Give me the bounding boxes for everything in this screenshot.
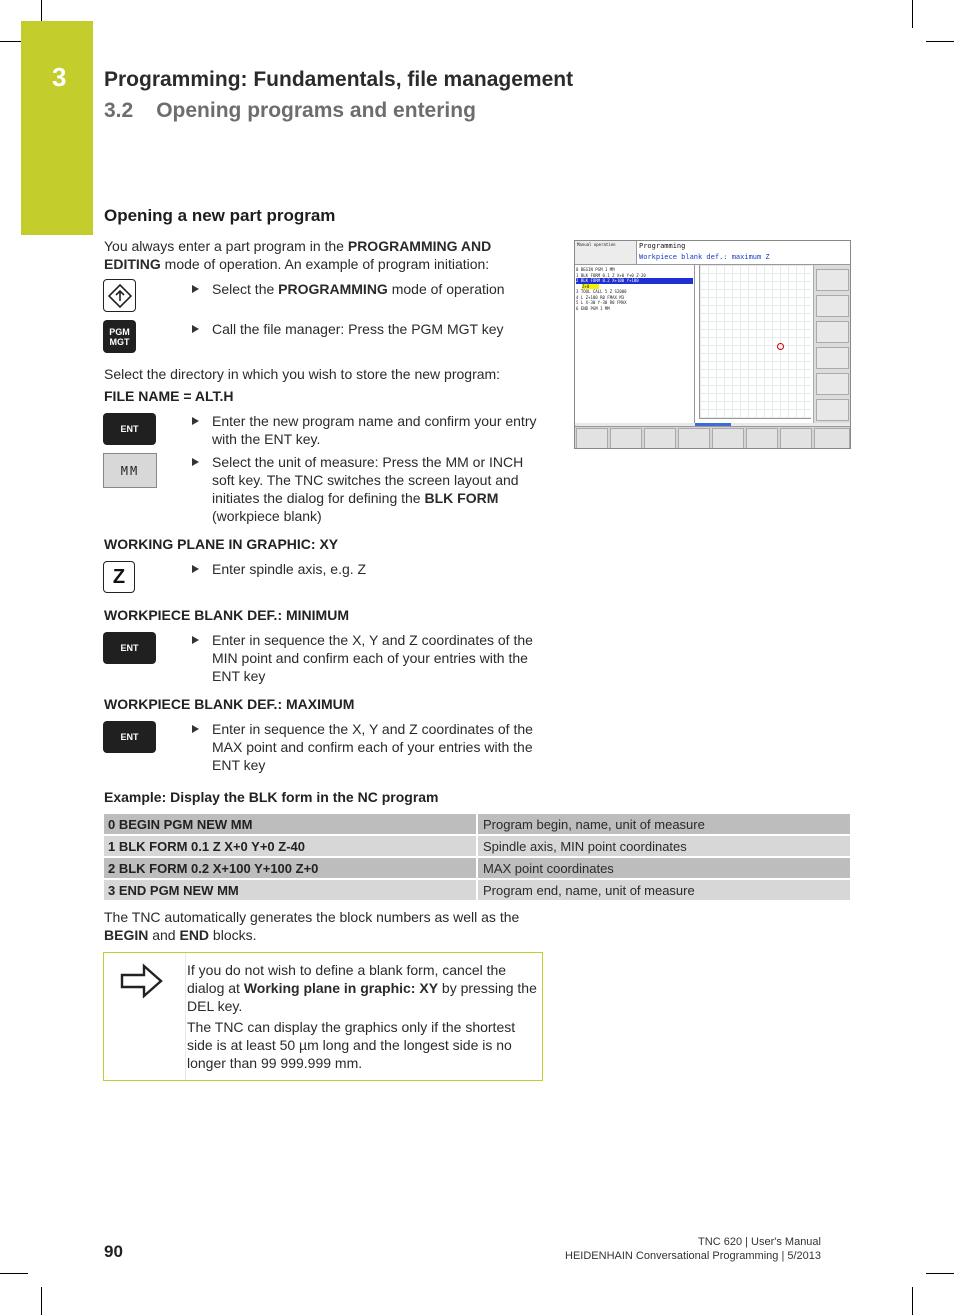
dialog-working-plane: WORKING PLANE IN GRAPHIC: XY <box>104 536 339 552</box>
chapter-tab <box>21 21 93 235</box>
dialog-blank-minimum: WORKPIECE BLANK DEF.: MINIMUM <box>104 607 349 623</box>
crop-mark <box>0 1273 28 1274</box>
step-select-programming: Select the PROGRAMMING mode of operation <box>192 280 542 298</box>
nc-block: 3 END PGM NEW MM <box>104 880 476 900</box>
table-row <box>104 858 850 878</box>
crop-mark <box>41 0 42 21</box>
nc-block: 1 BLK FORM 0.1 Z X+0 Y+0 Z-40 <box>104 836 476 856</box>
note-paragraph-1: If you do not wish to define a blank form, cancel the dialog at Working plane in graphic: XY by pressing the DEL key. <box>187 962 537 1014</box>
step-spindle-axis: Enter spindle axis, e.g. Z <box>192 560 542 578</box>
screen-softkey-row <box>575 426 851 449</box>
screen-program-line: 1 BLK FORM 0.1 Z X+0 Y+0 Z-20 <box>576 272 646 278</box>
tnc-screenshot <box>574 240 851 449</box>
mm-soft-key[interactable]: MM <box>103 453 157 488</box>
step-pgm-mgt: Call the file manager: Press the PGM MGT key <box>192 320 542 338</box>
ent-key[interactable]: ENT <box>103 413 156 445</box>
nc-description: Spindle axis, MIN point coordinates <box>478 836 850 856</box>
section-heading: Opening a new part program <box>104 206 336 225</box>
screen-program-listing <box>576 267 693 311</box>
table-row <box>104 880 850 900</box>
intro-paragraph: You always enter a part program in the PROGRAMMING AND EDITING mode of operation. An example of program initiation: <box>104 238 492 272</box>
screen-input-line: Z+0 <box>576 284 693 290</box>
step-max-point: Enter in sequence the X, Y and Z coordinates of the MAX point and confirm each of your entries with the ENT key <box>192 720 542 774</box>
auto-blocks-paragraph: The TNC automatically generates the block numbers as well as the BEGIN and END blocks. <box>104 909 520 943</box>
section-title-line <box>104 99 476 123</box>
footer-text: TNC 620 | User's Manual HEIDENHAIN Conversational Programming | 5/2013 <box>565 1236 821 1262</box>
screen-program-line: 5 L X-30 Y-30 R0 FMAX <box>576 300 627 305</box>
screen-mode-right: Programming <box>639 242 686 250</box>
programming-mode-key[interactable] <box>103 279 136 312</box>
screen-program-line: 2 BLK FORM 0.2 X+100 Y+100 <box>576 278 693 284</box>
screen-program-line: 4 L Z+100 R0 FMAX M3 <box>576 294 625 300</box>
screen-dialog: Workpiece blank def.: maximum Z <box>639 253 770 261</box>
crop-mark <box>912 0 913 28</box>
screen-mode-left: Manual operation <box>577 242 616 247</box>
nc-description: Program end, name, unit of measure <box>478 880 850 900</box>
dialog-file-name: FILE NAME = ALT.H <box>104 388 234 404</box>
workpiece-datum-icon <box>777 343 784 350</box>
select-directory-text: Select the directory in which you wish to store the new program: <box>104 366 501 382</box>
pgm-mgt-key[interactable]: PGM MGT <box>103 320 136 353</box>
step-enter-name: Enter the new program name and confirm your entry with the ENT key. <box>192 412 542 448</box>
note-paragraph-2: The TNC can display the graphics only if the shortest side is at least 50 µm long and the longest side is no longer than 99 999.999 mm. <box>187 1019 516 1071</box>
table-row <box>104 836 850 856</box>
step-unit-of-measure: Select the unit of measure: Press the MM or INCH soft key. The TNC switches the screen layout and initiates the dialog for defining the BLK FORM (workpiece blank) <box>192 453 542 525</box>
arrow-right-icon <box>120 963 164 999</box>
ent-key[interactable]: ENT <box>103 721 156 753</box>
crop-mark <box>926 41 954 42</box>
programming-mode-icon <box>107 283 133 309</box>
screen-softkey-column <box>813 265 851 423</box>
nc-block: 0 BEGIN PGM NEW MM <box>104 814 476 834</box>
step-min-point: Enter in sequence the X, Y and Z coordinates of the MIN point and confirm each of your entries with the ENT key <box>192 631 542 685</box>
example-nc-table <box>104 812 850 902</box>
nc-block: 2 BLK FORM 0.2 X+100 Y+100 Z+0 <box>104 858 476 878</box>
chapter-title: Programming: Fundamentals, file management <box>104 68 574 91</box>
page-number: 90 <box>104 1242 123 1261</box>
note-box <box>103 952 543 1081</box>
section-number: 3.2 <box>104 99 134 122</box>
table-row <box>104 814 850 834</box>
crop-mark <box>41 1287 42 1315</box>
nc-description: Program begin, name, unit of measure <box>478 814 850 834</box>
crop-mark <box>926 1273 954 1274</box>
ent-key[interactable]: ENT <box>103 632 156 664</box>
screen-program-line: 0 BEGIN PGM 1 MM <box>576 267 615 272</box>
screen-program-line: 6 END PGM 1 MM <box>576 305 610 311</box>
section-title: Opening programs and entering <box>156 99 476 122</box>
example-heading: Example: Display the BLK form in the NC program <box>104 789 439 805</box>
crop-mark <box>0 41 21 42</box>
screen-program-line: 3 TOOL CALL 5 Z S2000 <box>576 289 627 294</box>
chapter-number: 3 <box>52 62 67 92</box>
crop-mark <box>912 1287 913 1315</box>
z-axis-key[interactable]: Z <box>103 561 135 593</box>
screen-graphic-area <box>695 265 813 423</box>
dialog-blank-maximum: WORKPIECE BLANK DEF.: MAXIMUM <box>104 696 355 712</box>
nc-description: MAX point coordinates <box>478 858 850 878</box>
